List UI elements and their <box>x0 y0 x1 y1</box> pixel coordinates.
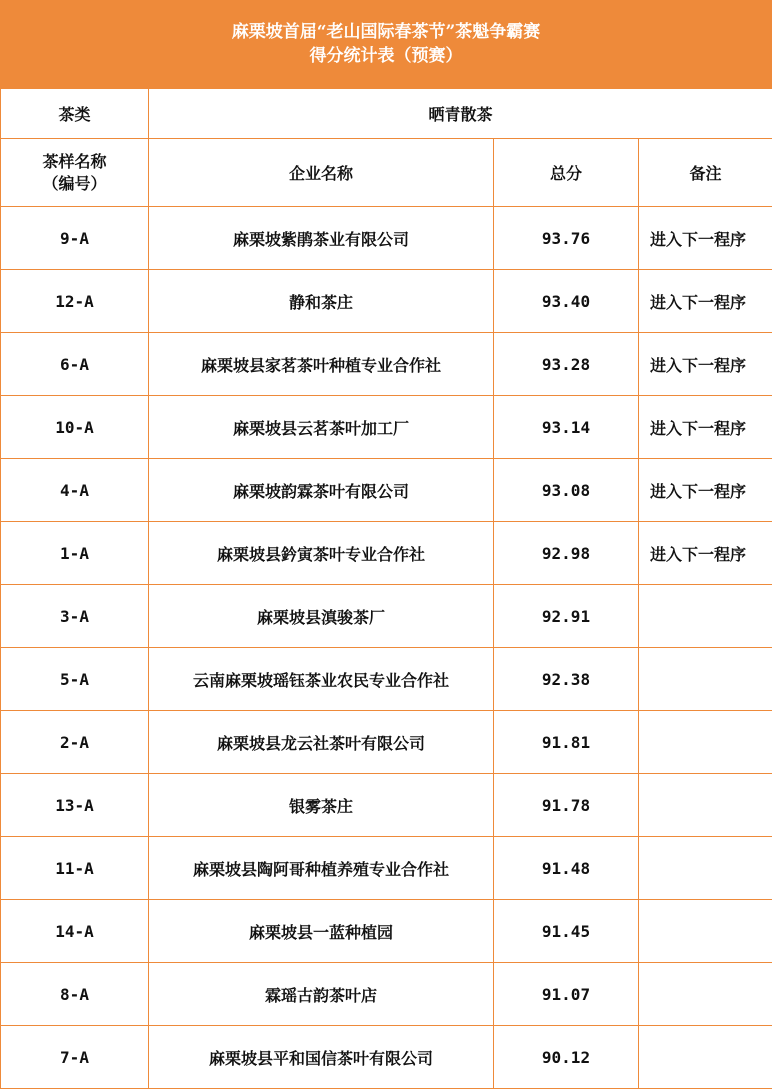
score-table <box>0 88 772 1089</box>
company-cell: 麻栗坡县云茗茶叶加工厂 <box>149 396 494 459</box>
company-cell: 静和茶庄 <box>149 270 494 333</box>
company-cell: 麻栗坡县滇骏茶厂 <box>149 585 494 648</box>
score-cell: 91.45 <box>494 900 639 963</box>
company-cell: 麻栗坡县龙云社茶叶有限公司 <box>149 711 494 774</box>
score-cell: 90.12 <box>494 1026 639 1089</box>
sample-id-cell: 6-A <box>1 333 149 396</box>
score-cell: 91.07 <box>494 963 639 1026</box>
remark-cell <box>639 1026 772 1089</box>
header-sample-line2: （编号） <box>42 173 107 193</box>
table-row <box>1 522 772 585</box>
table-row <box>1 711 772 774</box>
company-cell: 麻栗坡紫鹃茶业有限公司 <box>149 207 494 270</box>
table-row <box>1 207 772 270</box>
table-row <box>1 963 772 1026</box>
remark-cell: 进入下一程序 <box>639 396 772 459</box>
score-cell: 93.40 <box>494 270 639 333</box>
header-remark: 备注 <box>639 139 772 207</box>
remark-cell <box>639 648 772 711</box>
sample-id-cell: 12-A <box>1 270 149 333</box>
header-score: 总分 <box>494 139 639 207</box>
category-label: 茶类 <box>1 89 149 139</box>
sample-id-cell: 5-A <box>1 648 149 711</box>
remark-cell <box>639 711 772 774</box>
score-cell: 93.14 <box>494 396 639 459</box>
company-cell: 麻栗坡县家茗茶叶种植专业合作社 <box>149 333 494 396</box>
remark-cell <box>639 585 772 648</box>
sample-id-cell: 9-A <box>1 207 149 270</box>
category-row <box>1 89 772 139</box>
table-row <box>1 585 772 648</box>
table-row <box>1 459 772 522</box>
table-row <box>1 774 772 837</box>
score-cell: 93.08 <box>494 459 639 522</box>
header-row <box>1 139 772 207</box>
table-row <box>1 900 772 963</box>
header-sample <box>1 139 149 207</box>
sample-id-cell: 4-A <box>1 459 149 522</box>
remark-cell <box>639 900 772 963</box>
title-line-2: 得分统计表（预赛） <box>309 46 463 66</box>
sample-id-cell: 11-A <box>1 837 149 900</box>
remark-cell <box>639 963 772 1026</box>
score-cell: 92.98 <box>494 522 639 585</box>
table-row <box>1 270 772 333</box>
header-company: 企业名称 <box>149 139 494 207</box>
remark-cell: 进入下一程序 <box>639 459 772 522</box>
table-row <box>1 396 772 459</box>
sample-id-cell: 3-A <box>1 585 149 648</box>
sample-id-cell: 8-A <box>1 963 149 1026</box>
table-row <box>1 1026 772 1089</box>
company-cell: 霖瑶古韵茶叶店 <box>149 963 494 1026</box>
title-line-1: 麻栗坡首届“老山国际春茶节”茶魁争霸赛 <box>231 22 541 42</box>
score-cell: 93.28 <box>494 333 639 396</box>
remark-cell: 进入下一程序 <box>639 522 772 585</box>
sample-id-cell: 1-A <box>1 522 149 585</box>
company-cell: 麻栗坡县鈐寅茶叶专业合作社 <box>149 522 494 585</box>
remark-cell <box>639 837 772 900</box>
table-row <box>1 648 772 711</box>
company-cell: 麻栗坡韵霖茶叶有限公司 <box>149 459 494 522</box>
table-row <box>1 837 772 900</box>
remark-cell <box>639 774 772 837</box>
remark-cell: 进入下一程序 <box>639 270 772 333</box>
table-row <box>1 333 772 396</box>
category-value: 晒青散茶 <box>149 89 772 139</box>
score-cell: 91.81 <box>494 711 639 774</box>
company-cell: 银雾茶庄 <box>149 774 494 837</box>
score-cell: 91.48 <box>494 837 639 900</box>
title-banner <box>0 0 772 88</box>
sample-id-cell: 13-A <box>1 774 149 837</box>
score-cell: 92.38 <box>494 648 639 711</box>
score-cell: 93.76 <box>494 207 639 270</box>
company-cell: 麻栗坡县平和国信茶叶有限公司 <box>149 1026 494 1089</box>
score-cell: 91.78 <box>494 774 639 837</box>
score-cell: 92.91 <box>494 585 639 648</box>
company-cell: 麻栗坡县陶阿哥种植养殖专业合作社 <box>149 837 494 900</box>
header-sample-line1: 茶样名称 <box>42 151 107 171</box>
remark-cell: 进入下一程序 <box>639 207 772 270</box>
sample-id-cell: 14-A <box>1 900 149 963</box>
sample-id-cell: 7-A <box>1 1026 149 1089</box>
sample-id-cell: 2-A <box>1 711 149 774</box>
sample-id-cell: 10-A <box>1 396 149 459</box>
company-cell: 云南麻栗坡瑶钰茶业农民专业合作社 <box>149 648 494 711</box>
remark-cell: 进入下一程序 <box>639 333 772 396</box>
company-cell: 麻栗坡县一蓝种植园 <box>149 900 494 963</box>
